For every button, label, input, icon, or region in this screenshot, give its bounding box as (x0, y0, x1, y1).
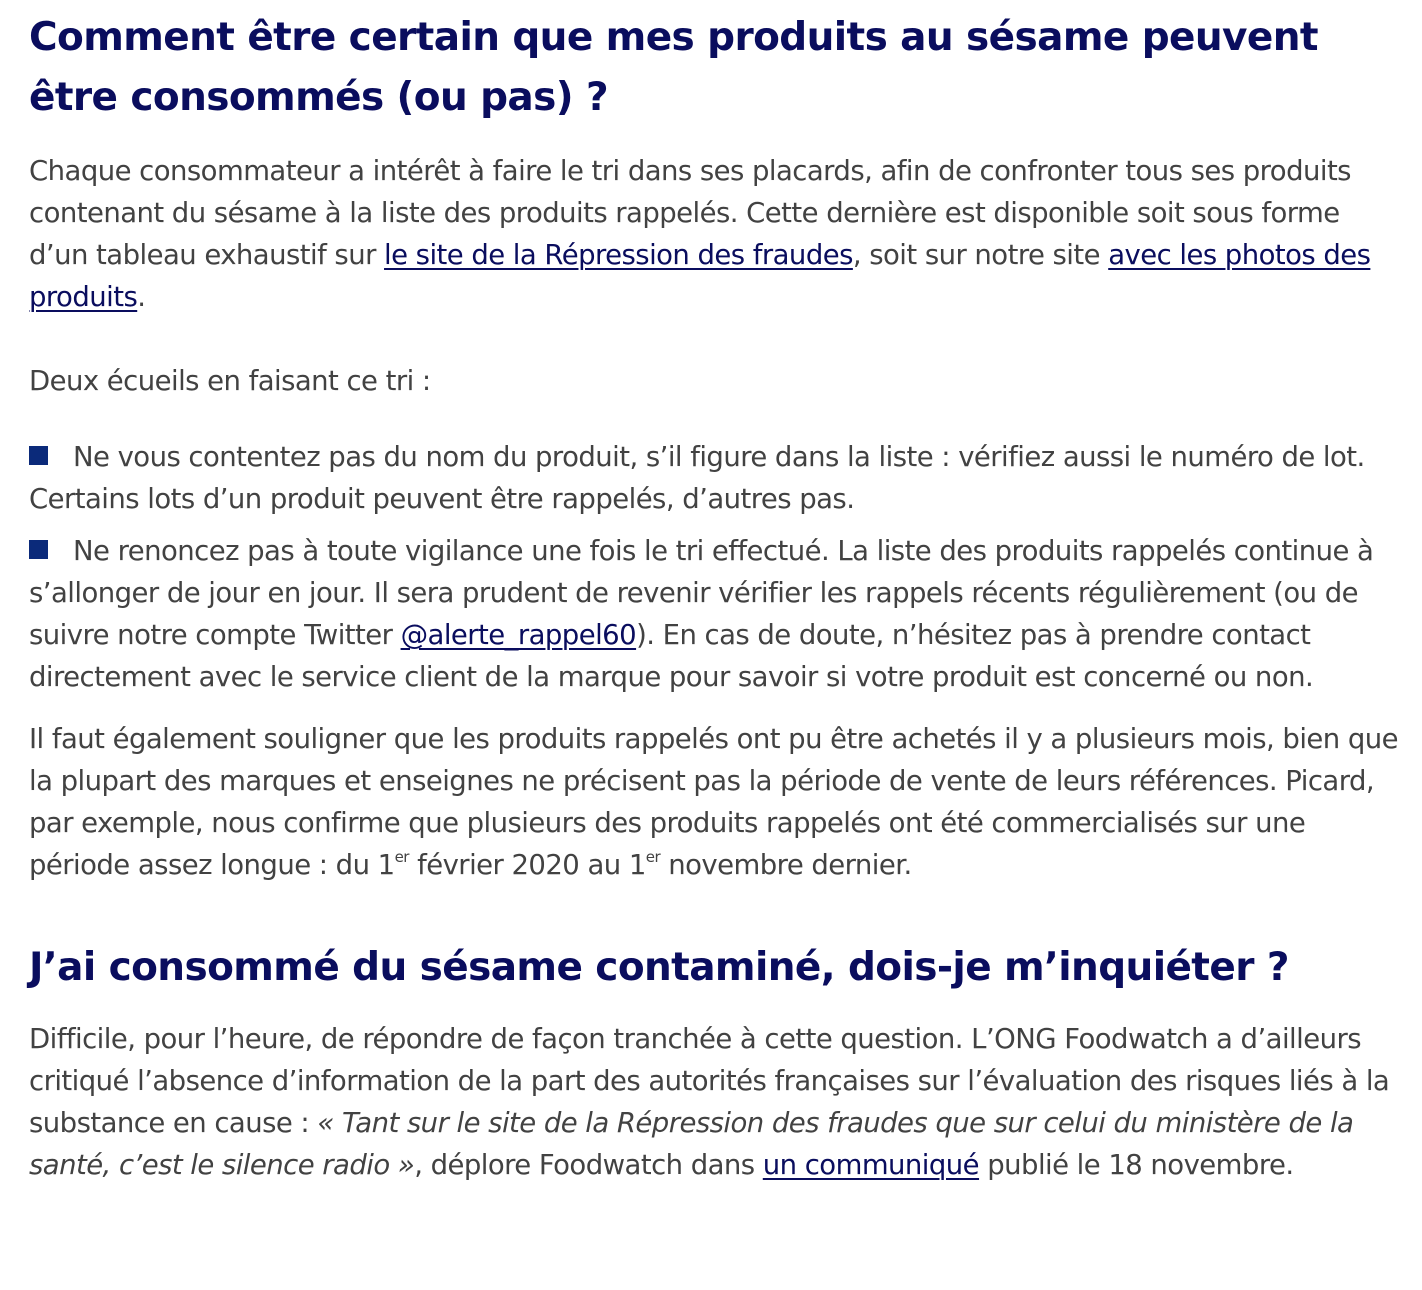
section-heading-verification: Comment être certain que mes produits au sésame peuvent être consommés (ou pas) ? (29, 15, 1318, 120)
closing-text-1: Il faut également souligner que les produits rappelés ont pu être achetés il y a plusieurs mois, bien que la plupart des marques et enseignes ne précisent pas la période de vente de leurs références. Picard, par exemple, nous confirme que plusieurs des produits rappelés ont été commercialisés sur une période assez longue : du 1 (29, 723, 1399, 881)
bullet-text: Ne vous contentez pas du nom du produit, s’il figure dans la liste : vérifiez aussi le numéro de lot. Certains lots d’un produit peuvent être rappelés, d’autres pas. (29, 441, 1365, 515)
foodwatch-quote: « Tant sur le site de la Répression des fraudes que sur celui du ministère de la santé, c’est le silence radio » (29, 1107, 1354, 1181)
link-repression-fraudes[interactable]: le site de la Répression des fraudes (384, 239, 853, 271)
link-twitter-alerte-rappel[interactable]: @alerte_rappel60 (400, 619, 637, 651)
ordinal-superscript: er (645, 848, 661, 866)
closing-text-3: novembre dernier. (660, 849, 912, 881)
intro-paragraph (29, 150, 1399, 318)
square-bullet-icon (29, 540, 48, 559)
pitfalls-list (29, 436, 1399, 698)
intro-text-3: . (137, 281, 146, 313)
ordinal-superscript: er (394, 848, 409, 866)
pitfalls-intro: Deux écueils en faisant ce tri : (29, 365, 431, 397)
bullet-text-1: Ne renoncez pas à toute vigilance une fois le tri effectué. La liste des produits rappelés continue à s’allonger de jour en jour. Il sera prudent de revenir vérifier les rappels récents régulièrement (ou de suivre notre compte Twitter (29, 535, 1374, 651)
list-item (29, 530, 1399, 698)
foodwatch-text-3: publié le 18 novembre. (979, 1149, 1294, 1181)
foodwatch-paragraph (29, 1018, 1399, 1186)
closing-text-2: février 2020 au 1 (408, 849, 646, 881)
foodwatch-text-1: Difficile, pour l’heure, de répondre de façon tranchée à cette question. L’ONG Foodwatch a d’ailleurs critiqué l’absence d’information de la part des autorités françaises sur l’évaluation des risques liés à la substance en cause : (29, 1023, 1390, 1139)
section-heading-inquietude: J’ai consommé du sésame contaminé, dois-je m’inquiéter ? (29, 945, 1289, 990)
foodwatch-text-2: , déplore Foodwatch dans (414, 1149, 763, 1181)
square-bullet-icon (29, 446, 48, 465)
bullet-text-2: ). En cas de doute, n’hésitez pas à prendre contact directement avec le service client de la marque pour savoir si votre produit est concerné ou non. (29, 619, 1314, 693)
intro-text-2: , soit sur notre site (852, 239, 1109, 271)
closing-paragraph (29, 718, 1399, 886)
link-photos-produits[interactable]: avec les photos des produits (29, 239, 1371, 313)
intro-text-1: Chaque consommateur a intérêt à faire le tri dans ses placards, afin de confronter tous ses produits contenant du sésame à la liste des produits rappelés. Cette dernière est disponible soit sous forme d’un tableau exhaustif sur (29, 155, 1351, 271)
list-item (29, 436, 1399, 520)
link-communique[interactable]: un communiqué (762, 1149, 980, 1181)
